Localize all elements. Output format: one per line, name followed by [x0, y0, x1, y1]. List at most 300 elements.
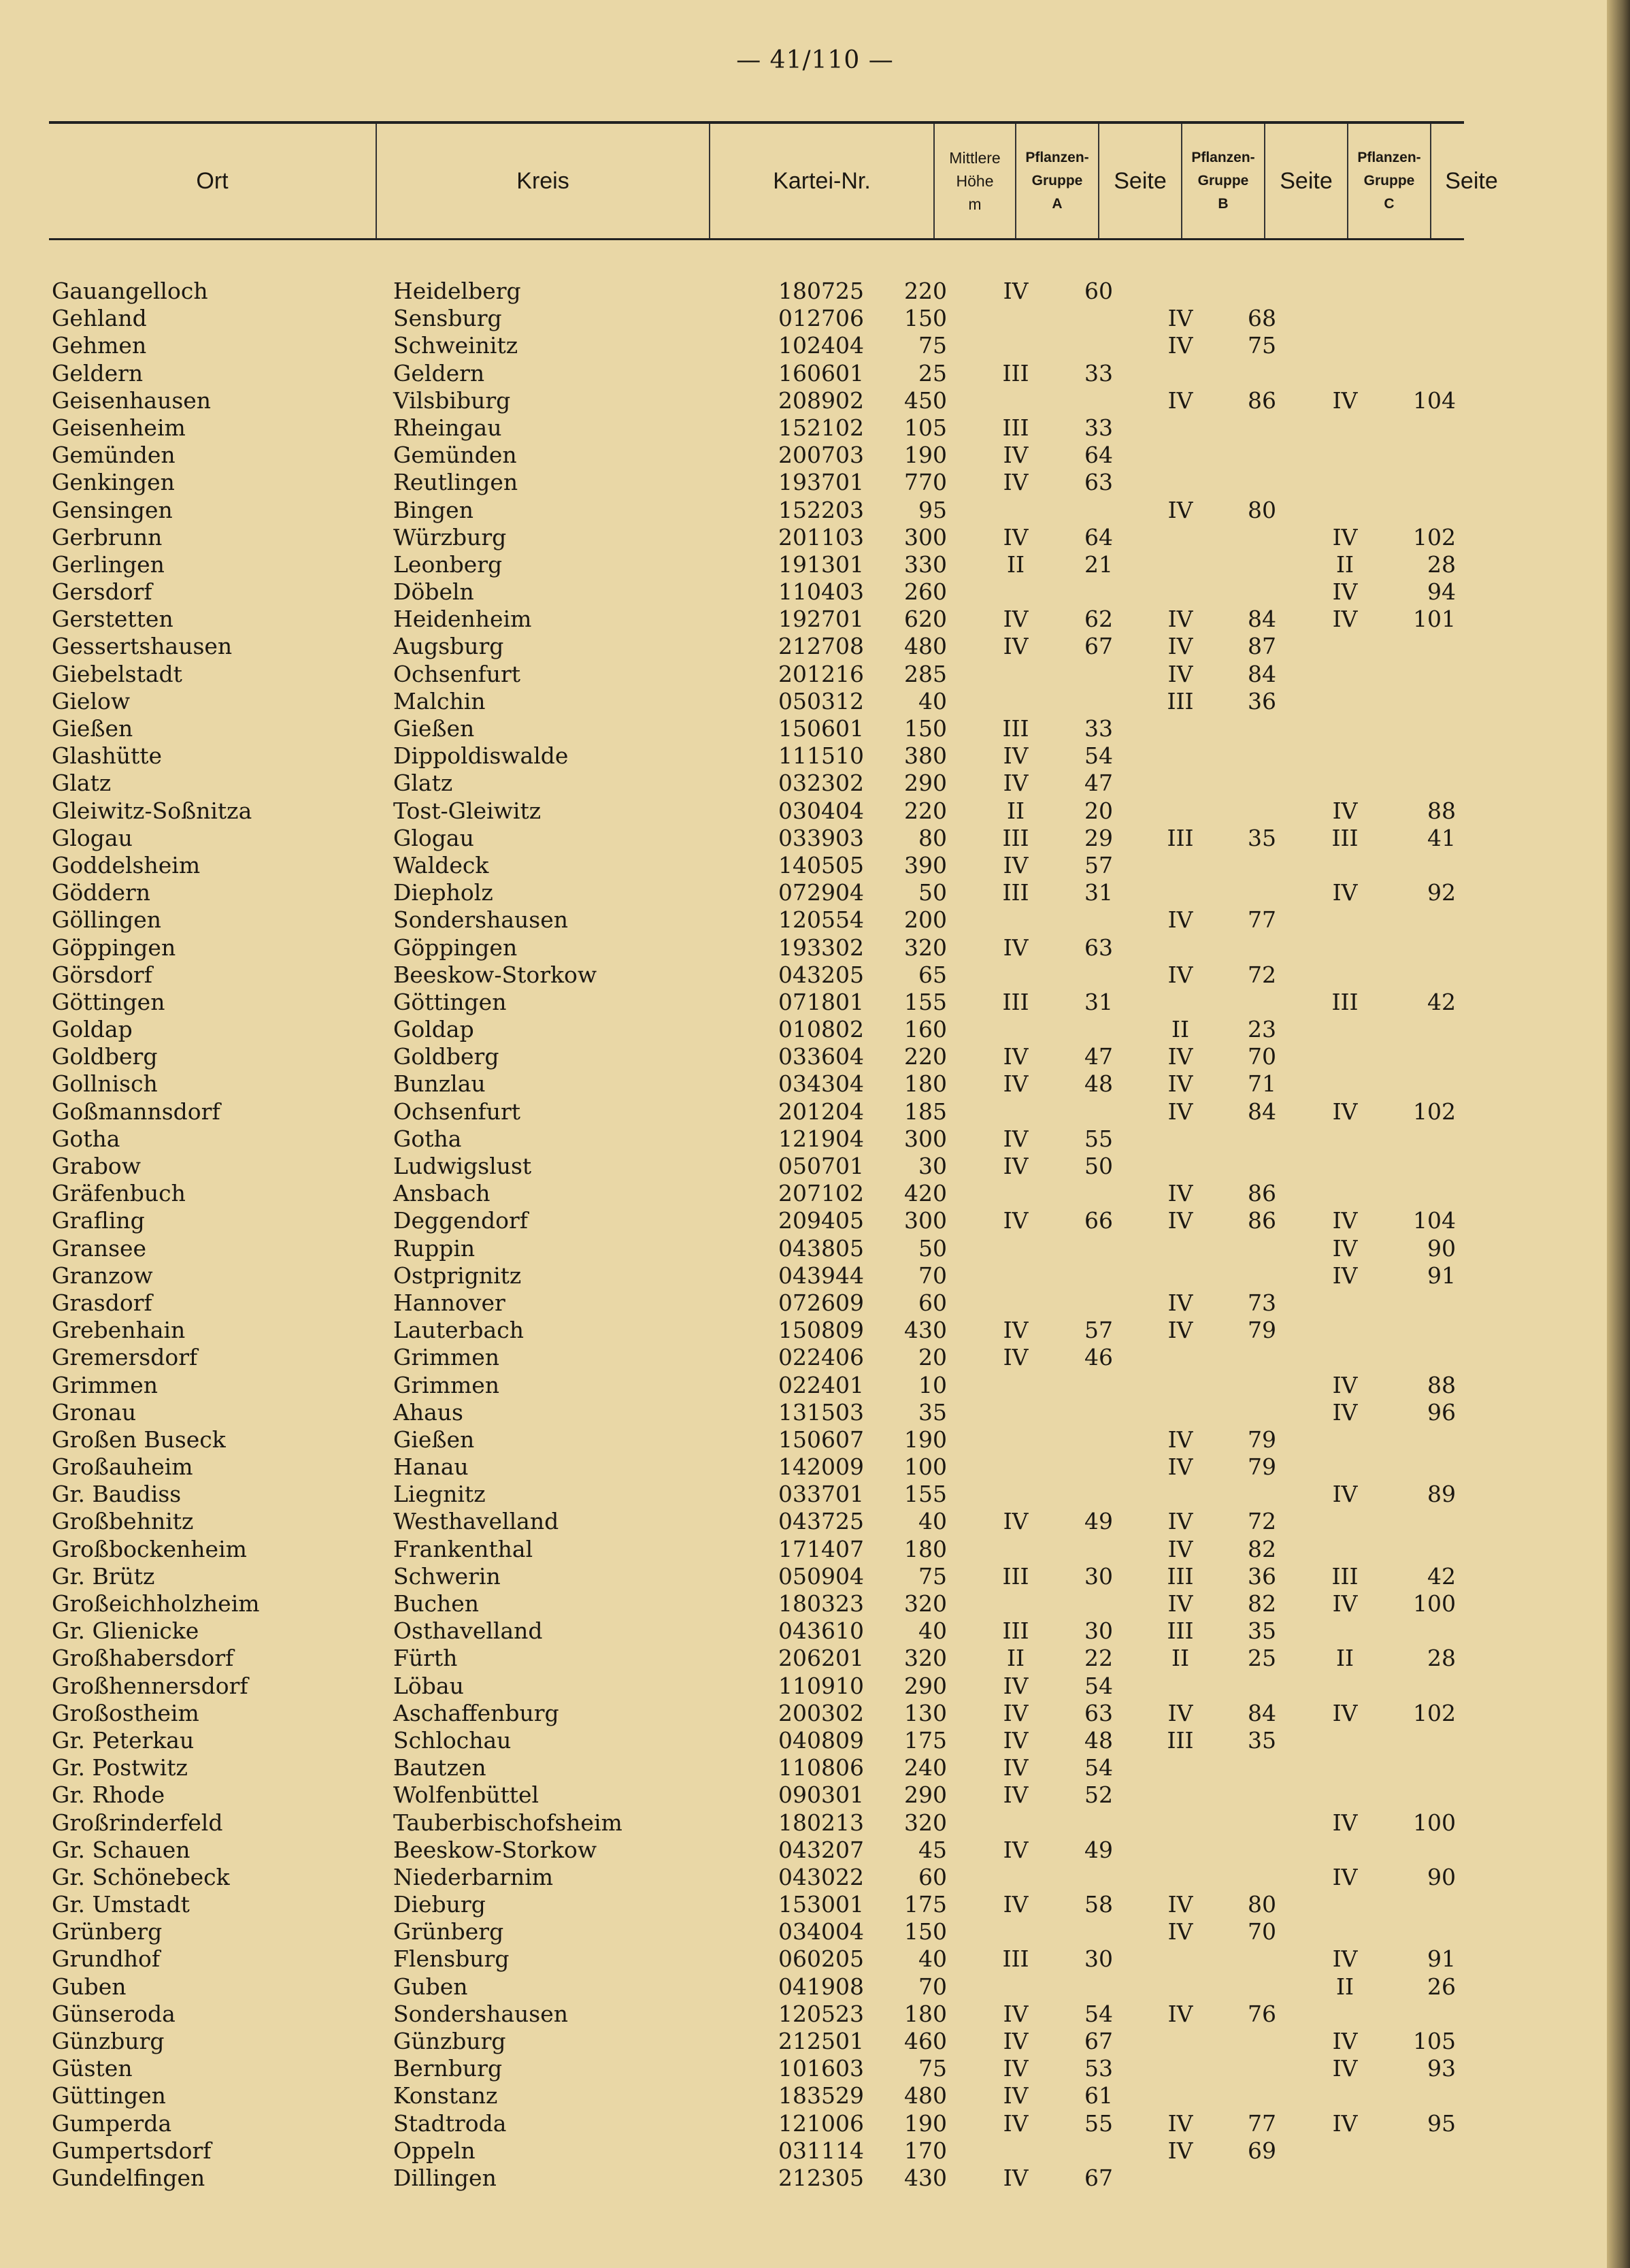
kreis-cell: Guben	[393, 1973, 468, 2000]
seite-a-cell: 64	[1084, 442, 1113, 469]
hoehe-cell: 40	[918, 1945, 947, 1973]
gruppe-b-cell: IV	[1167, 1426, 1193, 1453]
table-row	[0, 852, 1630, 879]
seite-a-cell: 22	[1084, 1645, 1113, 1672]
ort-cell: Goldap	[52, 1016, 133, 1043]
hoehe-cell: 330	[904, 550, 947, 578]
ort-cell: Goldberg	[52, 1043, 158, 1070]
kreis-cell: Würzburg	[393, 523, 507, 550]
gruppe-a-cell: IV	[1003, 1781, 1029, 1809]
ort-cell: Gehmen	[52, 332, 147, 359]
kartei-nr-cell: 207102	[778, 1180, 864, 1207]
ort-cell: Gerstetten	[52, 606, 173, 633]
kreis-cell: Dieburg	[393, 1891, 486, 1918]
ort-cell: Gersdorf	[52, 578, 152, 606]
gruppe-a-cell: IV	[1003, 2000, 1029, 2027]
hoehe-cell: 430	[904, 1317, 947, 1344]
table-row	[0, 414, 1630, 442]
gruppe-c-cell: IV	[1332, 797, 1358, 824]
hoehe-cell: 130	[904, 1699, 947, 1726]
seite-a-cell: 52	[1084, 1781, 1113, 1809]
seite-b-cell: 77	[1248, 2109, 1276, 2137]
header-ort: Ort	[196, 167, 229, 194]
kartei-nr-cell: 022401	[778, 1371, 864, 1398]
kartei-nr-cell: 131503	[778, 1398, 864, 1426]
ort-cell: Gr. Glienicke	[52, 1617, 199, 1645]
table-row	[0, 962, 1630, 989]
gruppe-c-cell: II	[1335, 1645, 1354, 1672]
table-row	[0, 1262, 1630, 1289]
header-gruppe-b: Pflanzen- Gruppe B	[1181, 124, 1264, 238]
kreis-cell: Schwerin	[393, 1562, 501, 1590]
seite-b-cell: 82	[1248, 1590, 1276, 1617]
kreis-cell: Westhavelland	[393, 1508, 559, 1535]
kartei-nr-cell: 193701	[778, 469, 864, 496]
table-row	[0, 442, 1630, 469]
ort-cell: Göppingen	[52, 934, 176, 961]
kreis-cell: Döbeln	[393, 578, 474, 606]
ort-cell: Grimmen	[52, 1371, 159, 1398]
kartei-nr-cell: 183529	[778, 2082, 864, 2109]
hoehe-cell: 180	[904, 1070, 947, 1098]
kreis-cell: Gotha	[393, 1125, 462, 1152]
kartei-nr-cell: 120554	[778, 906, 864, 934]
gruppe-c-cell: IV	[1332, 1371, 1358, 1398]
kartei-nr-cell: 180213	[778, 1809, 864, 1836]
table-row	[0, 387, 1630, 414]
table-row	[0, 1563, 1630, 1590]
gruppe-a-cell: IV	[1003, 1344, 1029, 1371]
seite-b-cell: 35	[1248, 1726, 1276, 1754]
seite-b-cell: 36	[1248, 687, 1276, 714]
kartei-nr-cell: 050312	[778, 687, 864, 714]
hoehe-cell: 770	[904, 469, 947, 496]
gruppe-a-cell: IV	[1003, 1754, 1029, 1781]
kreis-cell: Gemünden	[393, 442, 517, 469]
table-row	[0, 2055, 1630, 2082]
ort-cell: Großbehnitz	[52, 1508, 194, 1535]
hoehe-cell: 150	[904, 715, 947, 742]
table-row	[0, 578, 1630, 606]
kreis-cell: Löbau	[393, 1672, 464, 1699]
gruppe-b-cell: IV	[1167, 1508, 1193, 1535]
kartei-nr-cell: 180725	[778, 278, 864, 304]
table-row	[0, 1153, 1630, 1180]
table-row	[0, 1426, 1630, 1453]
kreis-cell: Dippoldiswalde	[393, 742, 569, 770]
hoehe-cell: 220	[904, 1043, 947, 1070]
kreis-cell: Goldberg	[393, 1043, 499, 1070]
seite-b-cell: 77	[1248, 906, 1276, 934]
gruppe-c-cell: IV	[1332, 387, 1358, 414]
seite-b-cell: 70	[1248, 1918, 1276, 1945]
seite-c-cell: 91	[1427, 1262, 1456, 1289]
seite-b-cell: 79	[1248, 1317, 1276, 1344]
seite-b-cell: 76	[1248, 2000, 1276, 2027]
kartei-nr-cell: 090301	[778, 1781, 864, 1809]
table-row	[0, 661, 1630, 688]
seite-c-cell: 96	[1427, 1398, 1456, 1426]
hoehe-cell: 50	[918, 879, 947, 906]
table-row	[0, 633, 1630, 660]
gruppe-a-cell: IV	[1003, 523, 1029, 550]
table-row	[0, 1864, 1630, 1891]
table-row	[0, 1754, 1630, 1781]
ort-cell: Gr. Rhode	[52, 1781, 165, 1809]
ort-cell: Gemünden	[52, 442, 176, 469]
table-row	[0, 2001, 1630, 2028]
hoehe-cell: 40	[918, 687, 947, 714]
ort-cell: Günseroda	[52, 2000, 176, 2027]
kartei-nr-cell: 041908	[778, 1973, 864, 2000]
kartei-nr-cell: 034304	[778, 1070, 864, 1098]
table-row	[0, 2028, 1630, 2055]
ort-cell: Gr. Umstadt	[52, 1891, 190, 1918]
kartei-nr-cell: 060205	[778, 1945, 864, 1973]
gruppe-a-cell: IV	[1003, 1043, 1029, 1070]
gruppe-a-cell: IV	[1003, 2055, 1029, 2082]
kartei-nr-cell: 152102	[778, 414, 864, 441]
kreis-cell: Grimmen	[393, 1371, 500, 1398]
ort-cell: Glogau	[52, 824, 133, 851]
table-row	[0, 742, 1630, 770]
seite-c-cell: 90	[1427, 1863, 1456, 1890]
kartei-nr-cell: 201103	[778, 523, 864, 550]
gruppe-a-cell: IV	[1003, 2164, 1029, 2191]
seite-b-cell: 80	[1248, 1891, 1276, 1918]
gruppe-a-cell: III	[1002, 715, 1029, 742]
gruppe-b-cell: IV	[1167, 1043, 1193, 1070]
gruppe-b-cell: III	[1167, 824, 1194, 851]
kartei-nr-cell: 212501	[778, 2028, 864, 2054]
kartei-nr-cell: 201204	[778, 1098, 864, 1125]
gruppe-c-cell: III	[1331, 824, 1359, 851]
gruppe-b-cell: IV	[1167, 2000, 1193, 2027]
seite-a-cell: 55	[1084, 1125, 1113, 1152]
kreis-cell: Gießen	[393, 1426, 475, 1453]
seite-a-cell: 49	[1084, 1836, 1113, 1863]
hoehe-cell: 20	[918, 1344, 947, 1371]
table-row	[0, 1781, 1630, 1809]
hoehe-cell: 190	[904, 1426, 947, 1453]
gruppe-c-cell: II	[1335, 550, 1354, 578]
hoehe-cell: 70	[918, 1262, 947, 1289]
hoehe-cell: 75	[918, 1562, 947, 1590]
ort-cell: Grundhof	[52, 1945, 161, 1973]
kartei-nr-cell: 071801	[778, 988, 864, 1015]
hoehe-cell: 40	[918, 1508, 947, 1535]
table-row	[0, 606, 1630, 633]
table-row	[0, 360, 1630, 387]
hoehe-cell: 380	[904, 742, 947, 770]
ort-cell: Gumpertsdorf	[52, 2137, 212, 2164]
ort-cell: Güsten	[52, 2055, 133, 2082]
hoehe-cell: 40	[918, 1617, 947, 1645]
kreis-cell: Buchen	[393, 1590, 480, 1617]
gruppe-a-cell: IV	[1003, 1699, 1029, 1726]
kartei-nr-cell: 043725	[778, 1508, 864, 1535]
seite-c-cell: 91	[1427, 1945, 1456, 1973]
hoehe-cell: 220	[904, 797, 947, 824]
gruppe-b-cell: III	[1167, 1617, 1194, 1645]
kartei-nr-cell: 212305	[778, 2164, 864, 2191]
kreis-cell: Günzburg	[393, 2028, 506, 2054]
hoehe-cell: 300	[904, 523, 947, 550]
gruppe-b-cell: IV	[1167, 633, 1193, 660]
ort-cell: Gundelfingen	[52, 2164, 205, 2191]
table-row	[0, 332, 1630, 359]
kartei-nr-cell: 192701	[778, 606, 864, 633]
seite-b-cell: 84	[1248, 660, 1276, 687]
seite-a-cell: 54	[1084, 1754, 1113, 1781]
gruppe-c-cell: IV	[1332, 578, 1358, 606]
seite-a-cell: 20	[1084, 797, 1113, 824]
gruppe-b-cell: IV	[1167, 1535, 1193, 1562]
ort-cell: Gehland	[52, 305, 147, 332]
gruppe-c-cell: IV	[1332, 1398, 1358, 1426]
table-row	[0, 2082, 1630, 2109]
seite-a-cell: 49	[1084, 1508, 1113, 1535]
gruppe-a-cell: III	[1002, 414, 1029, 441]
kartei-nr-cell: 191301	[778, 550, 864, 578]
hoehe-cell: 35	[918, 1398, 947, 1426]
seite-a-cell: 63	[1084, 1699, 1113, 1726]
kreis-cell: Schweinitz	[393, 332, 518, 359]
gruppe-b-cell: IV	[1167, 305, 1193, 332]
kreis-cell: Bingen	[393, 496, 473, 523]
table-row	[0, 989, 1630, 1016]
gruppe-b-cell: II	[1171, 1645, 1190, 1672]
seite-b-cell: 84	[1248, 1699, 1276, 1726]
seite-c-cell: 88	[1427, 797, 1456, 824]
kartei-nr-cell: 193302	[778, 934, 864, 961]
kartei-nr-cell: 171407	[778, 1535, 864, 1562]
hoehe-cell: 300	[904, 1207, 947, 1234]
ort-cell: Genkingen	[52, 469, 175, 496]
table-row	[0, 1727, 1630, 1754]
hoehe-cell: 75	[918, 2055, 947, 2082]
seite-a-cell: 21	[1084, 550, 1113, 578]
hoehe-cell: 300	[904, 1125, 947, 1152]
kartei-nr-cell: 043207	[778, 1836, 864, 1863]
ort-cell: Gronau	[52, 1398, 137, 1426]
kreis-cell: Bernburg	[393, 2055, 503, 2082]
seite-b-cell: 79	[1248, 1453, 1276, 1481]
hoehe-cell: 60	[918, 1863, 947, 1890]
gruppe-a-cell: IV	[1003, 633, 1029, 660]
table-row	[0, 278, 1630, 305]
ort-cell: Geldern	[52, 359, 144, 387]
gruppe-b-cell: IV	[1167, 606, 1193, 633]
ort-cell: Gr. Baudiss	[52, 1481, 182, 1508]
kreis-cell: Beeskow-Storkow	[393, 1836, 597, 1863]
seite-b-cell: 72	[1248, 1508, 1276, 1535]
gruppe-b-cell: IV	[1167, 1207, 1193, 1234]
seite-a-cell: 31	[1084, 879, 1113, 906]
seite-b-cell: 86	[1248, 1207, 1276, 1234]
table-row	[0, 469, 1630, 496]
kreis-cell: Ahaus	[393, 1398, 463, 1426]
gruppe-c-cell: IV	[1332, 523, 1358, 550]
gruppe-c-cell: III	[1331, 988, 1359, 1015]
table-row	[0, 1673, 1630, 1700]
hoehe-cell: 150	[904, 305, 947, 332]
gruppe-b-cell: III	[1167, 1726, 1194, 1754]
ort-cell: Gremersdorf	[52, 1344, 198, 1371]
kartei-nr-cell: 030404	[778, 797, 864, 824]
seite-a-cell: 58	[1084, 1891, 1113, 1918]
kartei-nr-cell: 150809	[778, 1317, 864, 1344]
kartei-nr-cell: 153001	[778, 1891, 864, 1918]
table-row	[0, 1645, 1630, 1672]
kreis-cell: Aschaffenburg	[393, 1699, 559, 1726]
kreis-cell: Grünberg	[393, 1918, 504, 1945]
kreis-cell: Reutlingen	[393, 469, 518, 496]
kreis-cell: Liegnitz	[393, 1481, 486, 1508]
gruppe-c-cell: IV	[1332, 1699, 1358, 1726]
gruppe-a-cell: III	[1002, 988, 1029, 1015]
hoehe-cell: 10	[918, 1371, 947, 1398]
table-row	[0, 798, 1630, 825]
ort-cell: Grafling	[52, 1207, 145, 1234]
kreis-cell: Grimmen	[393, 1344, 500, 1371]
gruppe-c-cell: IV	[1332, 1945, 1358, 1973]
table-row	[0, 688, 1630, 715]
gruppe-a-cell: IV	[1003, 1891, 1029, 1918]
ort-cell: Günzburg	[52, 2028, 165, 2054]
gruppe-a-cell: IV	[1003, 1836, 1029, 1863]
seite-a-cell: 33	[1084, 414, 1113, 441]
seite-c-cell: 102	[1413, 1699, 1456, 1726]
table-row	[0, 1070, 1630, 1098]
seite-b-cell: 72	[1248, 961, 1276, 988]
kreis-cell: Heidelberg	[393, 278, 521, 304]
kartei-nr-cell: 022406	[778, 1344, 864, 1371]
seite-c-cell: 26	[1427, 1973, 1456, 2000]
gruppe-a-cell: III	[1002, 1617, 1029, 1645]
header-kartei: Kartei-Nr.	[709, 124, 933, 238]
seite-a-cell: 48	[1084, 1070, 1113, 1098]
seite-c-cell: 102	[1413, 1098, 1456, 1125]
kreis-cell: Tost-Gleiwitz	[393, 797, 542, 824]
kartei-nr-cell: 200302	[778, 1699, 864, 1726]
gruppe-a-cell: IV	[1003, 851, 1029, 878]
ort-cell: Gensingen	[52, 496, 173, 523]
kreis-cell: Malchin	[393, 687, 486, 714]
gruppe-a-cell: III	[1002, 1562, 1029, 1590]
kreis-cell: Hannover	[393, 1289, 505, 1316]
hoehe-cell: 260	[904, 578, 947, 606]
hoehe-cell: 620	[904, 606, 947, 633]
kreis-cell: Stadtroda	[393, 2109, 507, 2137]
ort-cell: Grünberg	[52, 1918, 163, 1945]
kreis-cell: Goldap	[393, 1016, 474, 1043]
table-row	[0, 1043, 1630, 1070]
gruppe-b-cell: IV	[1167, 2137, 1193, 2164]
gruppe-c-cell: IV	[1332, 2109, 1358, 2137]
gruppe-c-cell: IV	[1332, 2028, 1358, 2054]
kreis-cell: Göppingen	[393, 934, 518, 961]
ort-cell: Göddern	[52, 879, 151, 906]
seite-a-cell: 30	[1084, 1945, 1113, 1973]
kartei-nr-cell: 110806	[778, 1754, 864, 1781]
kartei-nr-cell: 033903	[778, 824, 864, 851]
hoehe-cell: 285	[904, 660, 947, 687]
kartei-nr-cell: 043805	[778, 1234, 864, 1262]
seite-b-cell: 70	[1248, 1043, 1276, 1070]
seite-a-cell: 60	[1084, 278, 1113, 304]
hoehe-cell: 320	[904, 1645, 947, 1672]
seite-c-cell: 93	[1427, 2055, 1456, 2082]
kreis-cell: Ludwigslust	[393, 1153, 532, 1179]
kartei-nr-cell: 140505	[778, 851, 864, 878]
kreis-cell: Glatz	[393, 770, 453, 797]
kartei-nr-cell: 208902	[778, 387, 864, 414]
kreis-cell: Tauberbischofsheim	[393, 1809, 622, 1836]
ort-cell: Gerbrunn	[52, 523, 163, 550]
table-row	[0, 1317, 1630, 1344]
seite-c-cell: 104	[1413, 1207, 1456, 1234]
ort-cell: Gerlingen	[52, 550, 165, 578]
seite-a-cell: 48	[1084, 1726, 1113, 1754]
table-row	[0, 551, 1630, 578]
table-row	[0, 2137, 1630, 2165]
kartei-nr-cell: 032302	[778, 770, 864, 797]
gruppe-a-cell: IV	[1003, 1125, 1029, 1152]
gruppe-a-cell: II	[1006, 797, 1025, 824]
seite-a-cell: 54	[1084, 1672, 1113, 1699]
seite-a-cell: 63	[1084, 934, 1113, 961]
gruppe-a-cell: IV	[1003, 2028, 1029, 2054]
table-row	[0, 1399, 1630, 1426]
gruppe-a-cell: IV	[1003, 1207, 1029, 1234]
gruppe-a-cell: IV	[1003, 1508, 1029, 1535]
hoehe-cell: 50	[918, 1234, 947, 1262]
seite-c-cell: 104	[1413, 387, 1456, 414]
seite-c-cell: 28	[1427, 550, 1456, 578]
kartei-nr-cell: 043610	[778, 1617, 864, 1645]
table-row	[0, 1590, 1630, 1617]
seite-a-cell: 29	[1084, 824, 1113, 851]
seite-a-cell: 30	[1084, 1562, 1113, 1590]
hoehe-cell: 480	[904, 2082, 947, 2109]
table-row	[0, 1536, 1630, 1563]
seite-a-cell: 63	[1084, 469, 1113, 496]
seite-b-cell: 82	[1248, 1535, 1276, 1562]
hoehe-cell: 320	[904, 934, 947, 961]
kreis-cell: Lauterbach	[393, 1317, 524, 1344]
gruppe-c-cell: IV	[1332, 1098, 1358, 1125]
gruppe-b-cell: IV	[1167, 1699, 1193, 1726]
gruppe-a-cell: IV	[1003, 934, 1029, 961]
gruppe-a-cell: IV	[1003, 1726, 1029, 1754]
seite-b-cell: 68	[1248, 305, 1276, 332]
seite-b-cell: 84	[1248, 606, 1276, 633]
kreis-cell: Heidenheim	[393, 606, 532, 633]
gruppe-a-cell: IV	[1003, 1070, 1029, 1098]
hoehe-cell: 420	[904, 1180, 947, 1207]
table-row	[0, 1837, 1630, 1864]
table-row	[0, 934, 1630, 962]
gruppe-a-cell: II	[1006, 1645, 1025, 1672]
kreis-cell: Augsburg	[393, 633, 504, 660]
kreis-cell: Schlochau	[393, 1726, 512, 1754]
table-row	[0, 1207, 1630, 1234]
seite-c-cell: 95	[1427, 2109, 1456, 2137]
seite-b-cell: 84	[1248, 1098, 1276, 1125]
kartei-nr-cell: 160601	[778, 359, 864, 387]
header-seite-a: Seite	[1098, 124, 1181, 238]
